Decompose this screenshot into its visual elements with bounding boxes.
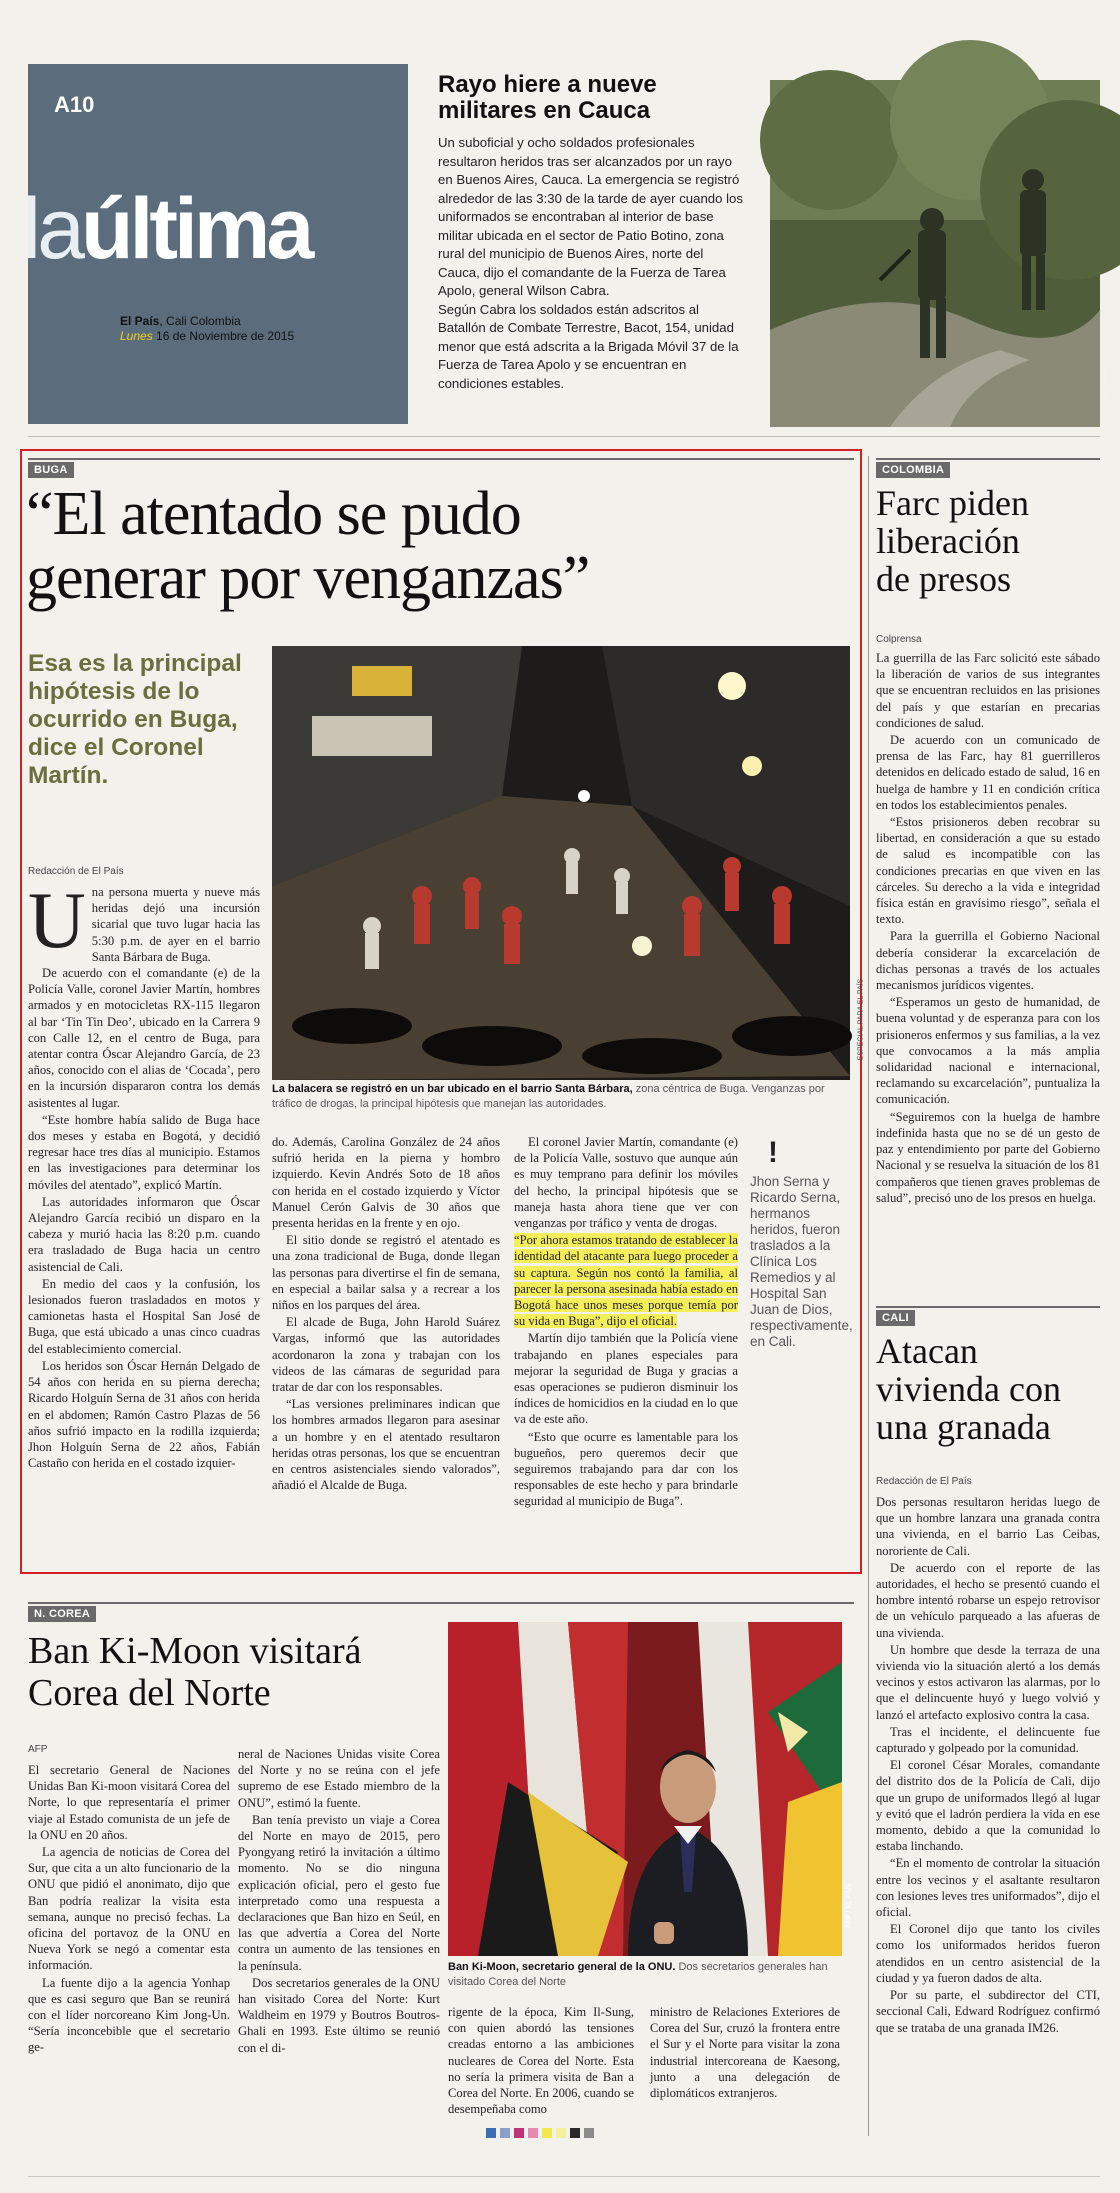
soldiers-image — [770, 80, 1100, 427]
color-swatch — [584, 2128, 594, 2138]
corea-headline-line1: Ban Ki-Moon visitará — [28, 1630, 362, 1672]
edition-city: , Cali Colombia — [159, 314, 241, 328]
cali-kicker: CALI — [876, 1310, 915, 1326]
farc-para: “Estos prisioneros deben recobrar su libertad, en consideración a que su estado de salud es incompatible con las condiciones precarias en que viven en las cárceles. Su derecho a la vida e integridad física están en gravísimo riesgo”, señala el texto. — [876, 815, 1100, 927]
corea-column-3 — [448, 2004, 634, 2118]
corea-column-2 — [238, 1746, 440, 2057]
rayo-headline-line2: militares en Cauca — [438, 97, 651, 124]
farc-kicker-bar — [876, 458, 1100, 478]
rayo-headline — [438, 72, 748, 124]
top-rule — [28, 436, 1100, 437]
edition-date — [120, 329, 294, 343]
night-street-image — [272, 646, 850, 1080]
cali-para: Tras el incidente, el delincuente fue capturado y golpeado por la comunidad. — [876, 1724, 1100, 1756]
ban-photo-caption — [448, 1960, 842, 1990]
corea-col4-para: ministro de Relaciones Exteriores de Corea del Sur, cruzó la frontera entre el Sur y el Norte para visitar la zona industrial intercoreana de Kaesong, junto a una delegación de diplomáticos extranjeros. — [650, 2005, 840, 2101]
main-kicker: BUGA — [28, 462, 74, 478]
main-col2-para: “Las versiones preliminares indican que los hombres armados llegaron para asesinar a un hombre y en el atentado resultaron heridas otras personas, los que se encuentran en centros asistenciales siendo valorados”, añadió el Alcalde de Buga. — [272, 1397, 500, 1493]
buga-photo-credit: ESPECIAL PARA EL PAÍS — [857, 978, 865, 1061]
column-divider — [868, 456, 869, 2136]
side-note — [750, 1138, 852, 1350]
farc-headline-line1: Farc piden — [876, 483, 1029, 523]
edition-day: Lunes — [120, 329, 153, 343]
color-swatch — [514, 2128, 524, 2138]
cali-headline-line3: una granada — [876, 1407, 1051, 1447]
corea-col2-para: Ban tenía previsto un viaje a Corea del Norte en mayo de 2015, pero Pyongyang retiró la invitación a último momento. No se dio ninguna explicación oficial, pero el gesto fue interpretado como una respuesta a declaraciones que Ban hizo en Seúl, en las que advertía a Corea del Norte contra un aumento de las tensiones en la península. — [238, 1812, 440, 1973]
farc-byline: Colprensa — [876, 634, 922, 645]
farc-kicker: COLOMBIA — [876, 462, 950, 478]
farc-para: “Esperamos un gesto de humanidad, de buena voluntad y de esperanza para con los prisioneros enfermos y sus familias, a la vez que convocamos a la más amplia solidaridad nacional e internacional, reclamando su excarcelación”, puntualiza la comunicación. — [876, 995, 1100, 1107]
farc-headline-line2: liberación — [876, 521, 1020, 561]
section-title-word: última — [80, 181, 311, 277]
corea-headline-line2: Corea del Norte — [28, 1672, 271, 1714]
rayo-body-2: Según Cabra los soldados están adscritos al Batallón de Combate Terrestre, Bacot, 154, unidad menor que está adscrita a la Brigada Móvil 37 de la Fuerza de Tarea Apolo y se encuentran en condiciones estables. — [438, 301, 739, 391]
corea-headline — [28, 1630, 448, 1714]
farc-headline-line3: de presos — [876, 559, 1011, 599]
main-col3-para: Martín dijo también que la Policía viene trabajando en planes especiales para mejorar la seguridad de Buga y gracias a esas operaciones se pudieron disminuir los índices de homicidios en la ciudad en lo que va de este año. — [514, 1331, 738, 1427]
highlighted-quote: “Por ahora estamos tratando de establecer la identidad del atacante para luego proceder a su captura. Según nos contó la familia, al parecer la persona asesinada había estado en Bogotá hace unos meses porque temía por su vida en Buga”, dijo el oficial. — [514, 1233, 738, 1329]
cali-body — [876, 1494, 1100, 2037]
color-swatch — [500, 2128, 510, 2138]
color-swatch — [528, 2128, 538, 2138]
main-col2-para: do. Además, Carolina González de 24 años sufrió herida en la pierna y hombro izquierdo. Kevin Andrés Soto de 18 años con herida en el costado izquierdo y Víctor Manuel Cerón Galvis de 30 años que presenta heridas en la frente y en ojo. — [272, 1135, 500, 1231]
corea-byline: AFP — [28, 1744, 48, 1755]
ban-caption-lead: Ban Ki-Moon, secretario general de la ONU. — [448, 1961, 676, 1973]
buga-photo — [272, 646, 865, 1080]
main-col1-para: De acuerdo con el comandante (e) de la Policía Valle, coronel Javier Martín, hombres armados y en motocicletas RX-115 llegaron al bar ‘Tin Tin Deo’, ubicado en la Carrera 9 con Calle 12, en el centro de Buga, para atentar contra Óscar Alejandro García, de 23 años, conocido con el alias de ‘Cocada’, pero en la incursión dispararon contra los demás asistentes al lugar. — [28, 966, 260, 1110]
ban-ki-moon-photo — [448, 1622, 853, 1956]
farc-body — [876, 650, 1100, 1207]
main-col3-intro: El coronel Javier Martín, comandante (e) de la Policía Valle, sostuvo que aunque aún es muy temprano para definir los móviles del hecho, la principal hipótesis que se maneja hasta ahora tiene que ver con venganzas por tráfico y venta de drogas. — [514, 1135, 738, 1231]
cali-para: El Coronel dijo que tanto los civiles como los uniformados heridos fueron atendidos en un centro asistencial de la ciudad y ya fueron dados de alta. — [876, 1922, 1100, 1985]
ban-ki-moon-image — [448, 1622, 842, 1956]
main-col3-para: “Esto que ocurre es lamentable para los bugueños, pero queremos decir que seguiremos trabajando para dar con los responsables de este hecho y para brindarle seguridad al municipio de Buga”. — [514, 1429, 738, 1509]
edition-date-text: 16 de Noviembre de 2015 — [152, 329, 295, 343]
cali-para: Un hombre que desde la terraza de una vivienda vio la situación alertó a los demás vecinos y estos activaron las alarmas, por lo que el delincuente huyó y luego volvió y lanzó el artefacto explosivo contra la casa. — [876, 1642, 1100, 1722]
cali-headline — [876, 1332, 1100, 1446]
cali-headline-line1: Atacan — [876, 1331, 978, 1371]
main-col1-para: Los heridos son Óscar Hernán Delgado de 54 años con herida en su pierna derecha; Ricardo Holguín Serna de 31 años con herida en el abdomen; Ramón Castro Plazas de 56 años sufrió impacto en la rodilla izquierda; Jhon Holguín Serna de 22 años, Fabián Castaño con herida en el costado izquier- — [28, 1358, 260, 1471]
section-title-prefix: la — [22, 181, 81, 277]
corea-col1-para: La agencia de noticias de Corea del Sur, que cita a un alto funcionario de la ONU que pidió el anonimato, dijo que Ban podría realizar la visita esta semana, aunque no precisó fechas. La oficina del portavoz de la ONU en Nueva York se negó a comentar esta información. — [28, 1845, 230, 1973]
buga-caption-rest: zona céntrica de Buga. Venganzas por tráfico de drogas, la principal hipótesis que manejan las autoridades. — [272, 1083, 825, 1110]
corea-col2-para: neral de Naciones Unidas visite Corea del Norte y no se reúna con el jefe supremo de ese Estado miembro de la ONU”, estimó la fuente. — [238, 1747, 440, 1810]
color-swatch — [570, 2128, 580, 2138]
soldiers-photo — [770, 80, 1114, 427]
farc-para: Para la guerrilla el Gobierno Nacional debería considerar la excarcelación de dichas personas a través de los actuales mecanismos jurídicos vigentes. — [876, 929, 1100, 993]
main-headline-line2: generar por venganzas” — [26, 544, 590, 612]
cali-para: Dos personas resultaron heridas luego de que un hombre lanzara una granada contra una vivienda, en el barrio Las Ceibas, nororiente de Cali. — [876, 1495, 1100, 1558]
cali-kicker-bar — [876, 1306, 1100, 1326]
ban-caption-rest: Dos secretarios generales han visitado Corea del Norte — [448, 1961, 828, 1988]
color-swatch — [542, 2128, 552, 2138]
farc-headline — [876, 484, 1100, 598]
corea-column-1 — [28, 1762, 230, 2057]
corea-column-4 — [650, 2004, 840, 2102]
cali-para: De acuerdo con el reporte de las autoridades, el hecho se presentó cuando el hombre intentó robarse un espejo retrovisor de un vehículo parqueado a las afueras de una vivienda. — [876, 1560, 1100, 1640]
rayo-article — [438, 72, 748, 393]
cali-byline: Redacción de El País — [876, 1476, 972, 1487]
farc-para: De acuerdo con un comunicado de prensa de las Farc, hay 81 guerrilleros detenidos en delicado estado de salud, 16 en huelga de hambre y 11 en condición crítica en todos los establecimientos penales. — [876, 733, 1100, 812]
rayo-headline-line1: Rayo hiere a nueve — [438, 71, 657, 98]
page-number: A10 — [54, 92, 95, 117]
main-lead-text: na persona muerta y nueve más heridas dejó una incursión sicarial que tuvo lugar hacia las 5:30 p.m. de ayer en el barrio Santa Bárbara de Buga. — [91, 885, 260, 964]
main-column-3 — [514, 1134, 738, 1511]
cali-para: “En el momento de controlar la situación entre los vecinos y el asaltante resultaron con lesiones leves tres uniformados”, dijo el oficial. — [876, 1856, 1100, 1920]
main-column-1 — [28, 877, 260, 1472]
main-col1-para: “Este hombre había salido de Buga hace dos meses y estaba en Bogotá, y decidió regresar hace tres días al municipio. Estamos en las investigaciones para determinar los móviles del atentado”, explicó Martín. — [28, 1112, 260, 1192]
buga-photo-caption — [272, 1082, 850, 1112]
masthead — [22, 64, 408, 424]
cali-headline-line2: vivienda con — [876, 1369, 1061, 1409]
ban-photo-credit: AFP / EL PAÍS — [845, 1882, 853, 1929]
corea-col3-para: rigente de la época, Kim Il-Sung, con quien abordó las tensiones creadas entorno a las ambiciones nucleares de Corea del Norte. Esta no sería la primera visita de Ban a Corea del Norte. En 2006, cuando se desempeñaba como — [448, 2005, 634, 2117]
main-lead-paragraph — [28, 877, 260, 965]
corea-kicker: N. COREA — [28, 1606, 96, 1622]
cali-para: El coronel César Morales, comandante del distrito dos de la Policía de Cali, dijo que un grupo de uniformados llegó al lugar y evitó que el ladrón perdiera la vida en ese momento, debido a que la comunidad lo estaba linchando. — [876, 1758, 1100, 1854]
bottom-trim-line — [28, 2176, 1100, 2177]
rayo-body: Un suboficial y ocho soldados profesionales resultaron heridos tras ser alcanzados por un rayo en Buenos Aires, Cauca. La emergencia se registró alrededor de las 3:30 de la tarde de ayer cuando los uniformados se encontraban al interior de base militar ubicada en el sector de Patio Botino, zona rural del municipio de Buenos Aires, norte del Cauca, dijo el comandante de la Fuerza de Tarea Apolo, general Wilson Cabra. — [438, 135, 743, 298]
print-color-bar — [486, 2128, 594, 2138]
side-note-text: Jhon Serna y Ricardo Serna, hermanos heridos, fueron traslados a la Clínica Los Remedios y al Hospital San Juan de Dios, respectivamente, en Cali. — [750, 1174, 853, 1349]
main-kicker-bar — [28, 458, 854, 478]
color-swatch — [486, 2128, 496, 2138]
main-col1-para: En medio del caos y la confusión, los lesionados fueron trasladados en motos y camionetas hasta el Hospital San José de Buga, que está ubicado a unas cinco cuadras del establecimiento comercial. — [28, 1276, 260, 1356]
main-headline — [26, 482, 856, 610]
main-col1-para: Las autoridades informaron que Óscar Alejandro García recibió un disparo en la cabeza y murió hacia las 8:20 p.m. cuando era trasladado de Buga hacia un centro asistencial de Cali. — [28, 1194, 260, 1274]
color-swatch — [556, 2128, 566, 2138]
newspaper-name: El País — [120, 314, 160, 328]
buga-caption-lead: La balacera se registró en un bar ubicado en el barrio Santa Bárbara, — [272, 1083, 633, 1095]
drop-cap: U — [28, 877, 86, 965]
corea-kicker-bar — [28, 1602, 854, 1622]
main-col2-para: El alcade de Buga, John Harold Suárez Vargas, informó que las autoridades acordonaron la zona y trabajan con los videos de las cámaras de seguridad para tratar de dar con los responsables. — [272, 1315, 500, 1395]
exclamation-icon: ! — [768, 1136, 778, 1169]
corea-col2-para: Dos secretarios generales de la ONU han visitado Corea del Norte: Kurt Waldheim en 1979 y Boutros Boutros-Ghali en 1993. Este último se reunió con el di- — [238, 1975, 440, 2055]
main-col3-quote — [514, 1232, 738, 1329]
rayo-photo-credit: ARCHIVO — [1106, 367, 1114, 400]
main-col2-para: El sitio donde se registró el atentado es una zona tradicional de Buga, donde llegan las personas para divertirse el fin de semana, en especial a bailar salsa y a recrear a los niños en los parques del área. — [272, 1233, 500, 1313]
corea-col1-para: El secretario General de Naciones Unidas Ban Ki-moon visitará Corea del Norte, lo que representaría el primer viaje al Estado comunista de un jefe de la ONU en 20 años. — [28, 1763, 230, 1842]
cali-para: Por su parte, el subdirector del CTI, seccional Cali, Edward Rodríguez confirmó que se trataba de una granada IM26. — [876, 1988, 1100, 2035]
main-headline-line1: “El atentado se pudo — [26, 480, 521, 548]
main-byline: Redacción de El País — [28, 866, 124, 877]
farc-para: La guerrilla de las Farc solicitó este sábado la liberación de varios de sus integrantes que se encuentran recluidos en las prisiones del país y que estarían en precarias condiciones de salud. — [876, 651, 1100, 730]
main-deck: Esa es la principal hipótesis de lo ocurrido en Buga, dice el Coronel Martín. — [28, 650, 242, 789]
farc-para: “Seguiremos con la huelga de hambre indefinida hasta que no se dé un gesto de paz y entendimiento por parte del Gobierno Nacional y se resuelva la situación de los 81 compañeros que tienen graves problemas de salud”, precisó uno de los presos en huelga. — [876, 1109, 1100, 1205]
corea-col1-para: La fuente dijo a la agencia Yonhap que es casi seguro que Ban se reunirá con el líder norcoreano Kim Jong-Un. “Sería inconcebible que el secretario ge- — [28, 1975, 230, 2055]
section-title — [22, 181, 311, 277]
main-column-2 — [272, 1134, 500, 1494]
edition-line — [120, 314, 241, 328]
